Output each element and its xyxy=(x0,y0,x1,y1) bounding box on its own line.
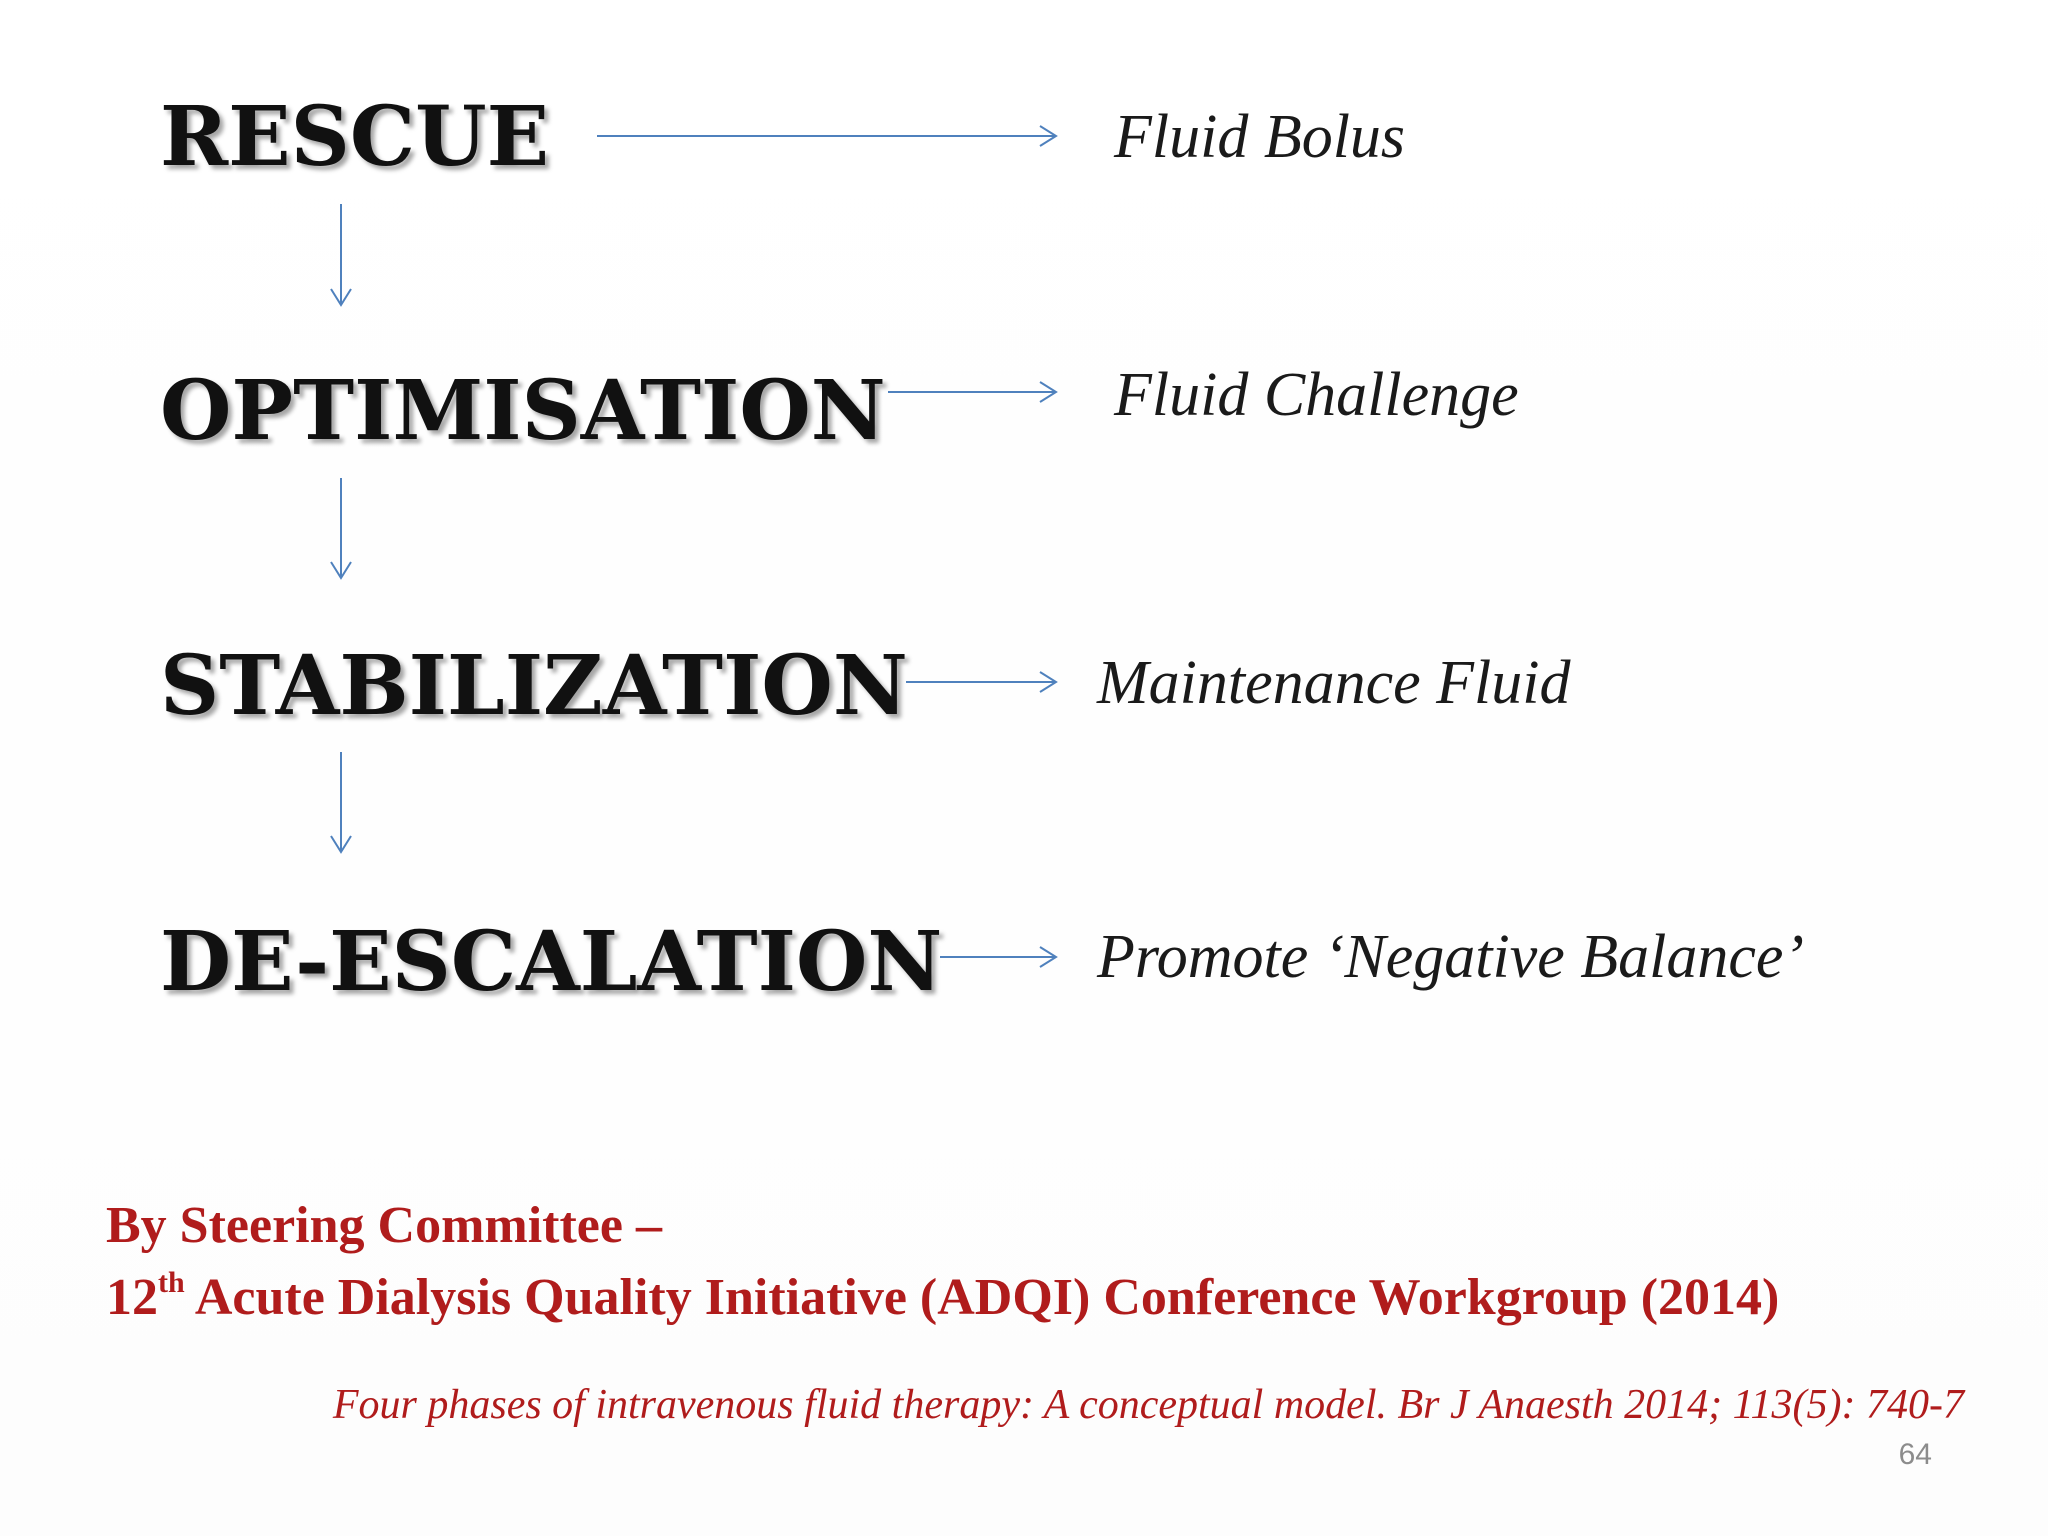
committee-ordinal-number: 12 xyxy=(106,1269,158,1326)
slide-number: 64 xyxy=(1898,1438,1932,1471)
committee-line-1-text: By Steering Committee – xyxy=(106,1197,662,1254)
phase-rescue: RESCUE xyxy=(160,89,550,185)
phase-stabilization: STABILIZATION xyxy=(160,638,908,734)
outcome-fluid-challenge: Fluid Challenge xyxy=(1114,361,1519,429)
committee-line-1 xyxy=(106,1197,662,1254)
outcome-fluid-bolus: Fluid Bolus xyxy=(1114,103,1406,171)
phase-optimisation: OPTIMISATION xyxy=(160,363,886,459)
citation: Four phases of intravenous fluid therapy: A conceptual model. Br J Anaesth 2014; 113(5): 740-7 xyxy=(332,1382,1964,1428)
outcome-maintenance-fluid: Maintenance Fluid xyxy=(1097,649,1571,717)
committee-ordinal-suffix: th xyxy=(158,1266,185,1299)
outcome-negative-balance: Promote ‘Negative Balance’ xyxy=(1097,923,1805,991)
committee-line-2 xyxy=(106,1268,1779,1324)
phase-de-escalation: DE-ESCALATION xyxy=(160,914,943,1010)
committee-workgroup-text: Acute Dialysis Quality Initiative (ADQI) Conference Workgroup (2014) xyxy=(184,1269,1780,1326)
